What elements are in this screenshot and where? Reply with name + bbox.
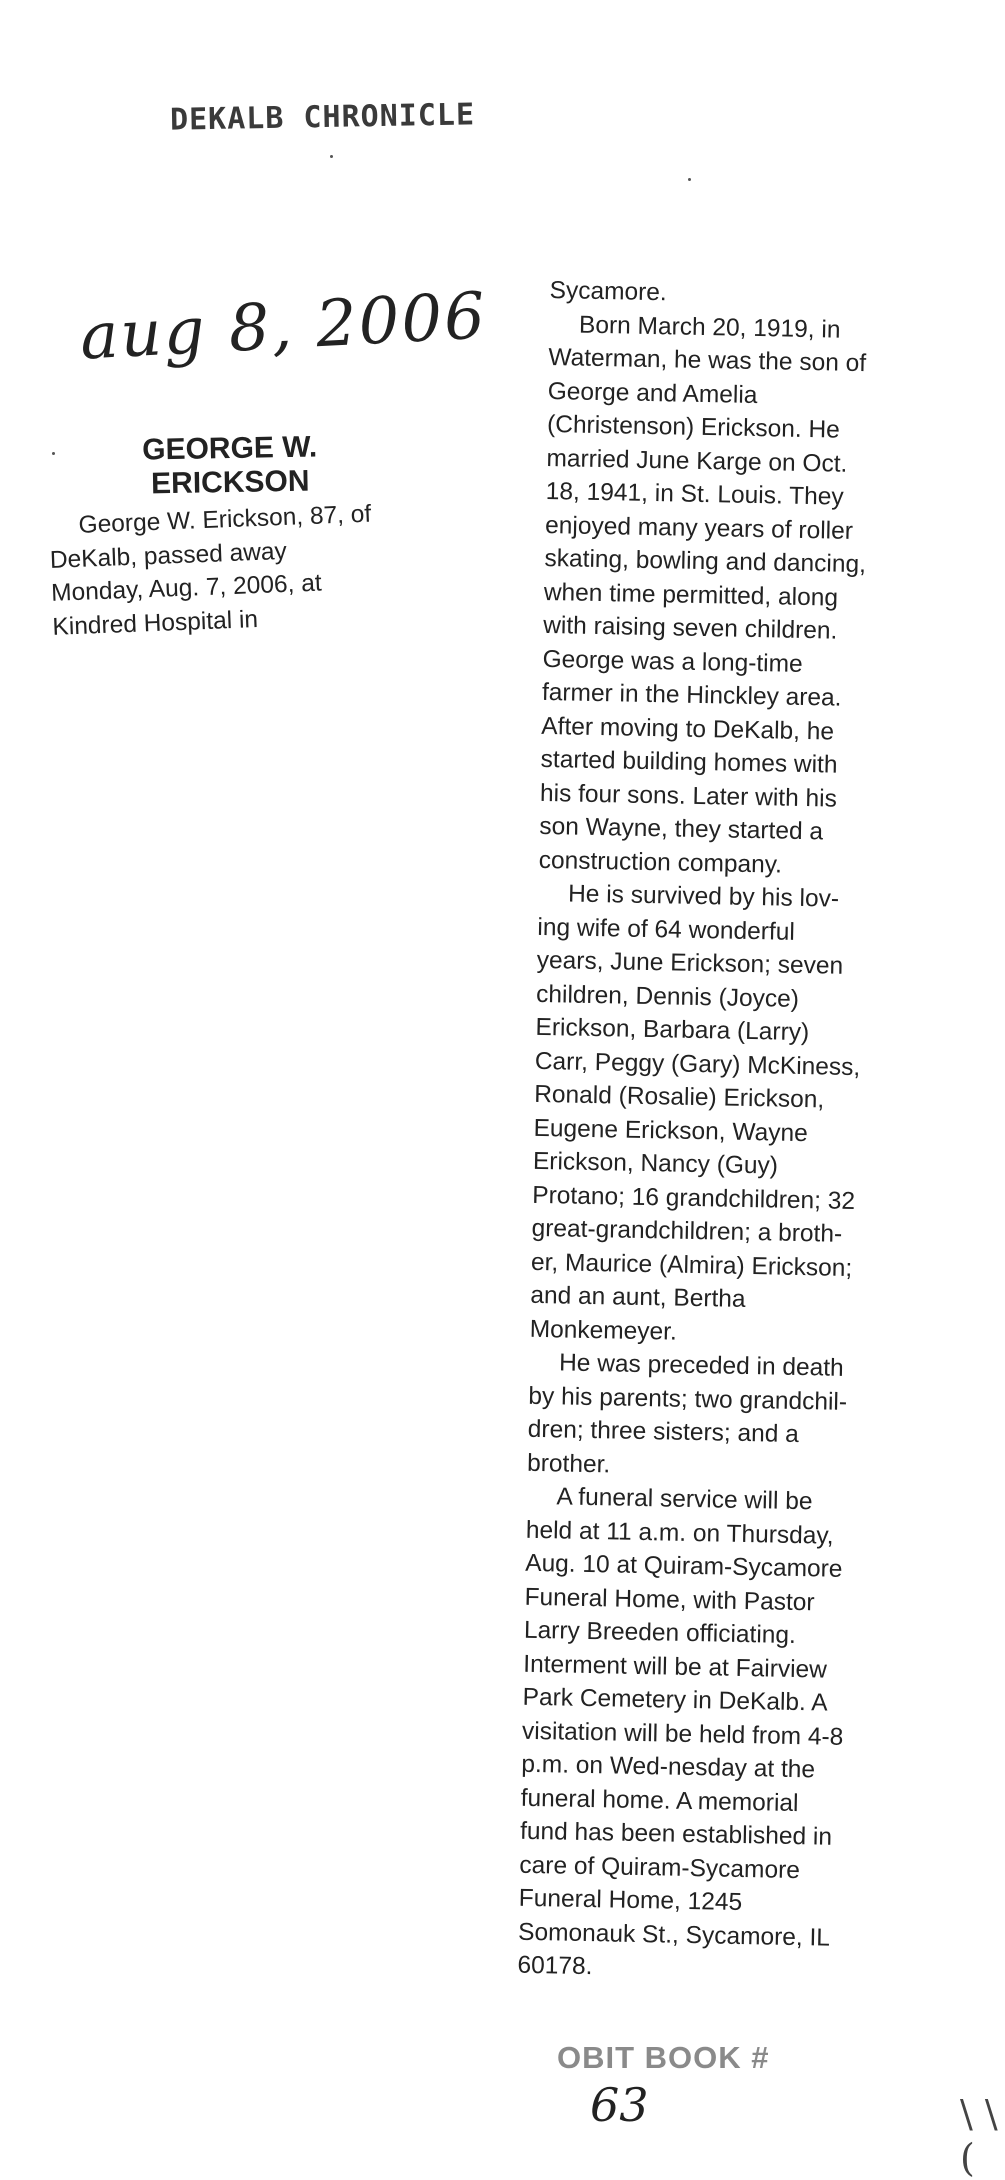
text-line: Erickson, Barbara (Larry) — [535, 1013, 810, 1047]
left-column — [48, 495, 453, 644]
text-line: 60178. — [517, 1951, 593, 1981]
text-line: Erickson, Nancy (Guy) — [532, 1147, 779, 1180]
text-line: p.m. on Wed-nesday at the — [521, 1750, 816, 1784]
text-line: ing wife of 64 wonderful — [537, 913, 796, 946]
obituary-headline — [79, 429, 380, 502]
text-line: Aug. 10 at Quiram-Sycamore — [524, 1549, 843, 1583]
headline-line-1: GEORGE W. — [141, 430, 318, 467]
text-line: Ronald (Rosalie) Erickson, — [533, 1080, 825, 1114]
text-line: He is survived by his lov- — [567, 880, 840, 913]
text-line: (Christenson) Erickson. He — [546, 410, 841, 444]
text-line: Monday, Aug. 7, 2006, at — [50, 569, 323, 607]
text-line: He was preceded in death — [558, 1349, 844, 1382]
text-line: A funeral service will be — [556, 1483, 813, 1516]
speck — [330, 155, 333, 158]
text-line: enjoyed many years of roller — [544, 511, 854, 545]
text-line: with raising seven children. — [542, 611, 838, 645]
obit-book-number: 63 — [590, 2078, 649, 2132]
text-line: dren; three sisters; and a — [527, 1415, 800, 1448]
text-line: Funeral Home, with Pastor — [524, 1583, 815, 1616]
headline-line-2: ERICKSON — [150, 464, 310, 501]
text-line: great-grandchildren; a broth- — [531, 1214, 843, 1248]
text-line: Park Cemetery in DeKalb. A — [522, 1683, 828, 1717]
text-line: Sycamore. — [549, 276, 668, 307]
text-line: held at 11 a.m. on Thursday, — [525, 1516, 834, 1550]
text-line: construction company. — [538, 846, 783, 879]
text-line: married June Karge on Oct. — [546, 444, 848, 478]
text-line: and an aunt, Bertha — [530, 1281, 746, 1313]
text-line: skating, bowling and dancing, — [544, 544, 867, 579]
text-line: son Wayne, they started a — [539, 812, 824, 846]
text-line: George and Amelia — [547, 377, 758, 409]
text-line: brother. — [526, 1449, 611, 1478]
text-line: started building homes with — [540, 745, 838, 779]
margin-handwriting: \ \ ( — [960, 2092, 998, 2180]
right-column — [517, 274, 990, 1991]
masthead-stamp: DEKALB CHRONICLE — [169, 97, 476, 138]
text-line: Eugene Erickson, Wayne — [533, 1114, 809, 1147]
left-column-text — [48, 495, 453, 644]
text-line: Somonauk St., Sycamore, IL — [517, 1918, 831, 1952]
text-line: Carr, Peggy (Gary) McKiness, — [534, 1047, 861, 1081]
text-line: Monkemeyer. — [529, 1315, 678, 1346]
text-line: Kindred Hospital in — [51, 605, 259, 641]
text-line: when time permitted, along — [543, 578, 839, 612]
text-line: Interment will be at Fairview — [523, 1650, 828, 1684]
text-line: Born March 20, 1919, in — [578, 311, 841, 344]
speck — [688, 178, 691, 181]
text-line: funeral home. A memorial — [520, 1784, 799, 1817]
text-line: years, June Erickson; seven — [536, 946, 844, 980]
text-line: farmer in the Hinckley area. — [541, 678, 842, 712]
text-line: visitation will be held from 4-8 — [521, 1717, 844, 1751]
text-line: George W. Erickson, 87, of — [78, 500, 372, 539]
text-line: his four sons. Later with his — [539, 779, 838, 813]
text-line: fund has been established in — [519, 1817, 833, 1851]
text-line: by his parents; two grandchil- — [528, 1382, 848, 1416]
text-line: DeKalb, passed away — [49, 537, 288, 574]
obit-book-stamp: OBIT BOOK # — [557, 2040, 770, 2075]
text-line: 18, 1941, in St. Louis. They — [545, 477, 844, 511]
text-line: er, Maurice (Almira) Erickson; — [530, 1248, 853, 1282]
text-line: Protano; 16 grandchildren; 32 — [532, 1181, 856, 1215]
text-line: children, Dennis (Joyce) — [535, 980, 800, 1013]
text-line: George was a long-time — [542, 645, 803, 678]
text-line: After moving to DeKalb, he — [541, 712, 835, 746]
text-line: care of Quiram-Sycamore — [519, 1851, 801, 1884]
text-line: Larry Breeden officiating. — [523, 1616, 797, 1649]
handwritten-date: aug 8, 2006 — [78, 279, 489, 375]
right-column-text — [517, 274, 990, 1991]
text-line: Waterman, he was the son of — [548, 343, 867, 378]
text-line: Funeral Home, 1245 — [518, 1884, 743, 1916]
speck — [52, 452, 55, 455]
